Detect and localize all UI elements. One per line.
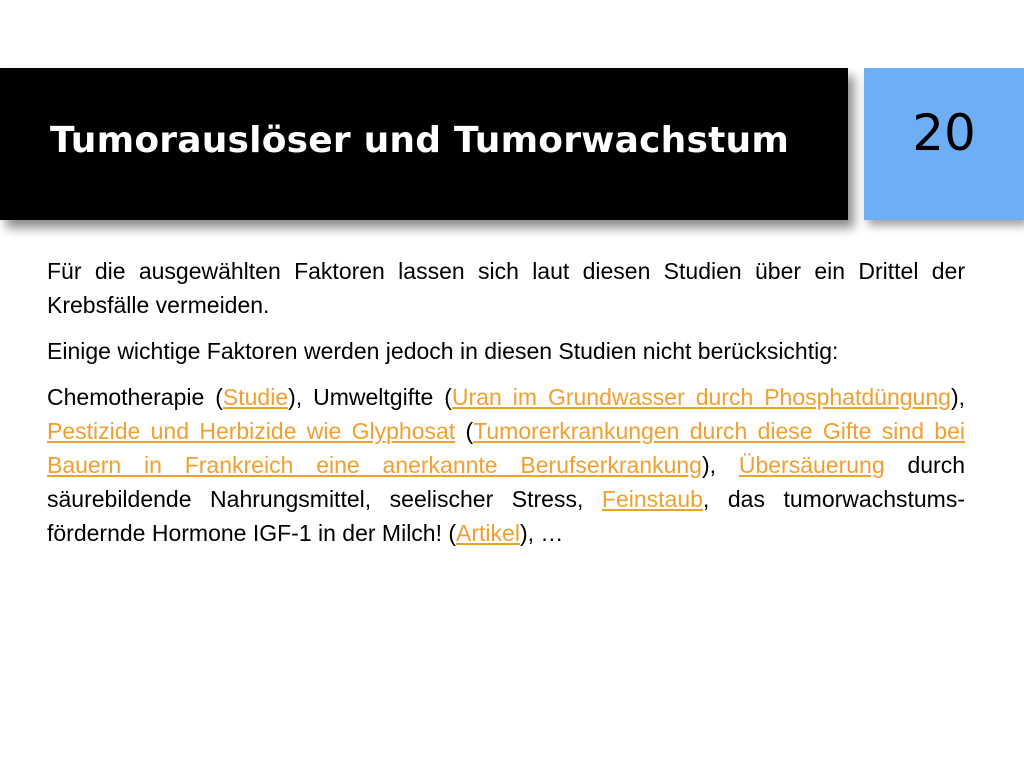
link-uran-grundwasser[interactable]: Uran im Grundwasser durch Phosphatdüngung [451,384,951,410]
link-tumorerkrankungen[interactable]: Tumorerkrankungen durch diese Gifte sind bei Bauern in Frankreich eine anerkannte Berufserkrankung [47,418,965,478]
link-studie[interactable]: Studie [222,384,289,410]
paragraph-3 [47,380,965,550]
slide-content [47,254,965,550]
link-feinstaub[interactable]: Feinstaub [601,486,703,512]
text-segment: ), [950,384,965,410]
text-segment: ), Umweltgifte ( [288,384,452,410]
link-artikel[interactable]: Artikel [456,520,520,546]
text-segment: Chemotherapie ( [47,384,223,410]
slide-number-box [864,68,1024,220]
text-segment: ( [455,418,474,444]
text-segment: ), [701,452,739,478]
text-segment: , das tumorwachstums-fördernde Hormone IGF-1 in der Milch! ( [47,486,965,546]
link-pestizide-herbizide[interactable]: Pestizide und Herbizide wie Glyphosat [47,418,456,444]
text-segment: durch säurebildende Nahrungsmittel, seelischer Stress, [47,452,965,512]
paragraph-1: Für die ausgewählten Faktoren lassen sich laut diesen Studien über ein Drittel der Krebsfälle vermeiden. [47,258,965,318]
text-segment: ), … [519,520,564,546]
link-uebersaeuerung[interactable]: Übersäuerung [738,452,885,478]
slide-number: 20 [912,104,976,162]
paragraph-2: Einige wichtige Faktoren werden jedoch in diesen Studien nicht berücksichtig: [47,338,839,364]
slide-title: Tumorauslöser und Tumorwachstum [50,120,790,161]
